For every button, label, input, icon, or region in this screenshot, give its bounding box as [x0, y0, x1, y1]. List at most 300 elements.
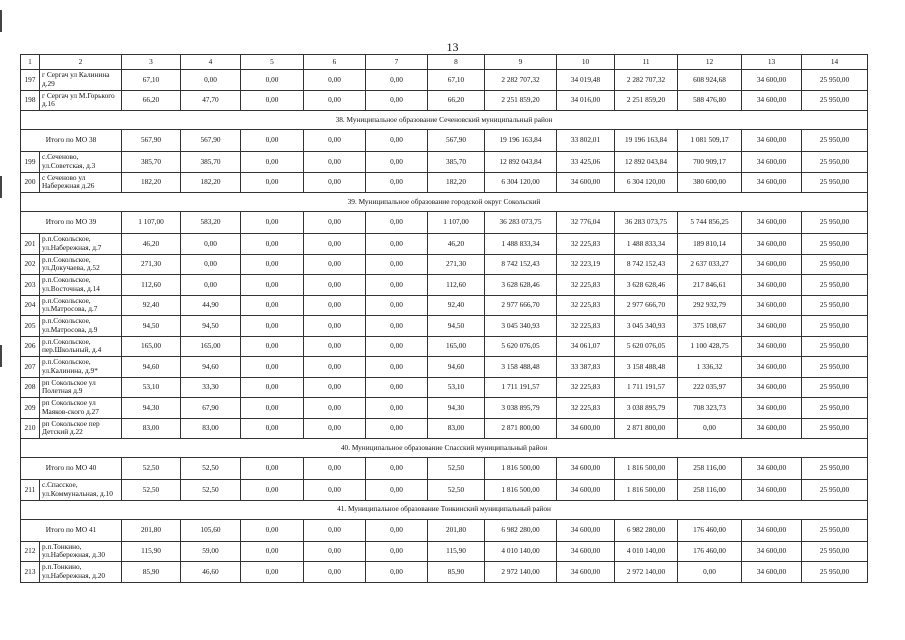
table-cell: 0,00: [366, 275, 428, 296]
table-cell: 0,00: [241, 541, 304, 562]
table-cell: 0,00: [366, 152, 428, 173]
address-cell: р.п.Сокольское, пер.Школьный, д.4: [40, 336, 122, 357]
table-cell: 83,00: [428, 418, 485, 439]
table-cell: 34 600,00: [742, 480, 802, 501]
table-cell: 32 223,19: [557, 254, 615, 275]
table-cell: 0,00: [366, 562, 428, 583]
table-cell: 25 950,00: [802, 295, 868, 316]
section-heading-row: [21, 500, 868, 519]
table-cell: 0,00: [366, 70, 428, 91]
row-number: 213: [21, 562, 40, 583]
table-cell: 292 932,79: [678, 295, 742, 316]
table-cell: 375 108,67: [678, 316, 742, 337]
table-cell: 0,00: [366, 212, 428, 234]
table-cell: 0,00: [304, 152, 366, 173]
table-cell: 567,90: [122, 130, 181, 152]
address-cell: рп Сокольское ул Маяков-ского д.27: [40, 398, 122, 419]
total-label: Итого по МО 39: [21, 212, 122, 234]
row-number: 212: [21, 541, 40, 562]
address-cell: р.п.Сокольское, ул.Докучаева, д.52: [40, 254, 122, 275]
table-cell: 36 283 073,75: [615, 212, 678, 234]
table-cell: 34 019,48: [557, 70, 615, 91]
row-number: 197: [21, 70, 40, 91]
table-cell: 0,00: [366, 357, 428, 378]
table-cell: 182,20: [181, 172, 241, 193]
row-number: 200: [21, 172, 40, 193]
table-cell: 94,30: [122, 398, 181, 419]
table-cell: 0,00: [304, 295, 366, 316]
table-cell: 46,20: [122, 234, 181, 255]
address-cell: г Сергач ул М.Горького д.16: [40, 90, 122, 111]
table-cell: 32 776,04: [557, 212, 615, 234]
table-cell: 105,60: [181, 519, 241, 541]
table-cell: 3 045 340,93: [615, 316, 678, 337]
table-cell: 700 909,17: [678, 152, 742, 173]
table-cell: 25 950,00: [802, 152, 868, 173]
table-row: [21, 357, 868, 378]
table-cell: 0,00: [241, 130, 304, 152]
table-cell: 0,00: [241, 458, 304, 480]
table-cell: 5 620 076,05: [485, 336, 557, 357]
row-number: 209: [21, 398, 40, 419]
table-cell: 2 251 859,20: [485, 90, 557, 111]
row-number: 204: [21, 295, 40, 316]
table-cell: 0,00: [241, 562, 304, 583]
table-cell: 2 637 033,27: [678, 254, 742, 275]
table-cell: 0,00: [304, 458, 366, 480]
table-cell: 1 816 500,00: [485, 480, 557, 501]
table-row: [21, 541, 868, 562]
address-cell: с.Сеченово, ул.Советская, д.3: [40, 152, 122, 173]
address-cell: р.п.Сокольское, ул.Набережная, д.7: [40, 234, 122, 255]
table-cell: 66,20: [428, 90, 485, 111]
table-cell: 8 742 152,43: [485, 254, 557, 275]
table-cell: 115,90: [122, 541, 181, 562]
table-cell: 0,00: [304, 541, 366, 562]
total-row: [21, 212, 868, 234]
table-cell: 83,00: [181, 418, 241, 439]
table-cell: 0,00: [241, 70, 304, 91]
row-number: 202: [21, 254, 40, 275]
table-cell: 3 038 895,79: [615, 398, 678, 419]
table-row: [21, 316, 868, 337]
table-cell: 33 425,06: [557, 152, 615, 173]
column-header: 2: [40, 55, 122, 70]
table-cell: 165,00: [428, 336, 485, 357]
address-cell: р.п.Тонкино, ул.Набережная, д.30: [40, 541, 122, 562]
table-cell: 0,00: [366, 172, 428, 193]
table-cell: 5 620 076,05: [615, 336, 678, 357]
table-cell: 0,00: [181, 234, 241, 255]
table-cell: 112,60: [122, 275, 181, 296]
table-cell: 34 016,00: [557, 90, 615, 111]
table-cell: 34 061,07: [557, 336, 615, 357]
table-cell: 608 924,68: [678, 70, 742, 91]
table-cell: 0,00: [304, 275, 366, 296]
table-cell: 0,00: [304, 212, 366, 234]
table-cell: 0,00: [366, 295, 428, 316]
total-label: Итого по МО 40: [21, 458, 122, 480]
address-cell: г Сергач ул Калинина д.29: [40, 70, 122, 91]
table-cell: 708 323,73: [678, 398, 742, 419]
page-number: 13: [446, 40, 459, 54]
table-cell: 34 600,00: [742, 130, 802, 152]
table-row: [21, 275, 868, 296]
column-header: 6: [304, 55, 366, 70]
table-cell: 165,00: [181, 336, 241, 357]
table-cell: 34 600,00: [742, 70, 802, 91]
table-cell: 34 600,00: [742, 377, 802, 398]
table-cell: 33,30: [181, 377, 241, 398]
table-cell: 2 871 800,00: [485, 418, 557, 439]
address-cell: р.п.Сокольское, ул.Восточная, д.14: [40, 275, 122, 296]
row-number: 205: [21, 316, 40, 337]
table-cell: 4 010 140,00: [615, 541, 678, 562]
table-cell: 36 283 073,75: [485, 212, 557, 234]
table-cell: 0,00: [366, 377, 428, 398]
table-cell: 34 600,00: [742, 254, 802, 275]
table-cell: 0,00: [678, 418, 742, 439]
table-cell: 0,00: [241, 316, 304, 337]
table-cell: 0,00: [366, 519, 428, 541]
table-cell: 67,10: [428, 70, 485, 91]
table-cell: 94,60: [428, 357, 485, 378]
column-header: 12: [678, 55, 742, 70]
table-cell: 34 600,00: [742, 172, 802, 193]
table-cell: 83,00: [122, 418, 181, 439]
row-number: 207: [21, 357, 40, 378]
table-cell: 182,20: [428, 172, 485, 193]
table-cell: 34 600,00: [742, 398, 802, 419]
table-cell: 34 600,00: [742, 295, 802, 316]
table-cell: 258 116,00: [678, 458, 742, 480]
table-cell: 1 816 500,00: [615, 458, 678, 480]
table-cell: 1 100 428,75: [678, 336, 742, 357]
table-cell: 0,00: [304, 172, 366, 193]
column-header: 11: [615, 55, 678, 70]
table-cell: 567,90: [181, 130, 241, 152]
table-cell: 94,50: [122, 316, 181, 337]
table-cell: 0,00: [241, 418, 304, 439]
table-cell: 2 251 859,20: [615, 90, 678, 111]
table-header-row: [21, 55, 868, 70]
table-cell: 1 816 500,00: [615, 480, 678, 501]
table-cell: 6 982 280,00: [485, 519, 557, 541]
table-cell: 47,70: [181, 90, 241, 111]
section-heading: 39. Муниципальное образование городской округ Сокольский: [21, 193, 868, 212]
table-row: [21, 254, 868, 275]
table-cell: 94,50: [428, 316, 485, 337]
table-cell: 3 038 895,79: [485, 398, 557, 419]
table-cell: 25 950,00: [802, 458, 868, 480]
table-row: [21, 377, 868, 398]
table-cell: 1 107,00: [122, 212, 181, 234]
table-row: [21, 234, 868, 255]
table-cell: 25 950,00: [802, 418, 868, 439]
section-heading: 41. Муниципальное образование Тонкинский муниципальный район: [21, 500, 868, 519]
table-cell: 32 225,83: [557, 377, 615, 398]
table-cell: 271,30: [122, 254, 181, 275]
address-cell: рп Сокольское пер Детский д.22: [40, 418, 122, 439]
table-cell: 94,50: [181, 316, 241, 337]
table-cell: 6 304 120,00: [615, 172, 678, 193]
table-cell: 176 460,00: [678, 541, 742, 562]
address-cell: с.Спасское, ул.Коммунальная, д.10: [40, 480, 122, 501]
table-cell: 52,50: [181, 480, 241, 501]
table-cell: 385,70: [181, 152, 241, 173]
table-cell: 25 950,00: [802, 562, 868, 583]
table-cell: 2 977 666,70: [485, 295, 557, 316]
table-cell: 380 600,00: [678, 172, 742, 193]
table-cell: 34 600,00: [742, 519, 802, 541]
table-cell: 2 972 140,00: [485, 562, 557, 583]
table-cell: 25 950,00: [802, 70, 868, 91]
table-cell: 201,80: [428, 519, 485, 541]
table-row: [21, 172, 868, 193]
table-cell: 25 950,00: [802, 316, 868, 337]
table-cell: 0,00: [304, 336, 366, 357]
table-cell: 52,50: [122, 480, 181, 501]
table-cell: 0,00: [304, 377, 366, 398]
table-cell: 3 045 340,93: [485, 316, 557, 337]
table-cell: 25 950,00: [802, 480, 868, 501]
table-cell: 271,30: [428, 254, 485, 275]
table-cell: 92,40: [428, 295, 485, 316]
table-cell: 33 802,01: [557, 130, 615, 152]
column-header: 10: [557, 55, 615, 70]
table-cell: 3 628 628,46: [615, 275, 678, 296]
table-row: [21, 152, 868, 173]
table-cell: 0,00: [241, 275, 304, 296]
table-cell: 0,00: [241, 398, 304, 419]
table-cell: 34 600,00: [557, 418, 615, 439]
table-cell: 32 225,83: [557, 316, 615, 337]
table-cell: 0,00: [304, 234, 366, 255]
column-header: 8: [428, 55, 485, 70]
table-cell: 0,00: [241, 212, 304, 234]
table-cell: 2 282 707,32: [485, 70, 557, 91]
table-cell: 52,50: [122, 458, 181, 480]
table-cell: 85,90: [122, 562, 181, 583]
table-cell: 0,00: [366, 234, 428, 255]
table-cell: 0,00: [304, 480, 366, 501]
address-cell: с Сеченово ул Набережная д.26: [40, 172, 122, 193]
table-cell: 182,20: [122, 172, 181, 193]
table-cell: 4 010 140,00: [485, 541, 557, 562]
table-cell: 2 871 800,00: [615, 418, 678, 439]
table-cell: 189 810,14: [678, 234, 742, 255]
table-cell: 94,60: [122, 357, 181, 378]
table-cell: 94,60: [181, 357, 241, 378]
table-cell: 32 225,83: [557, 295, 615, 316]
table-cell: 34 600,00: [557, 562, 615, 583]
table-cell: 25 950,00: [802, 336, 868, 357]
row-number: 201: [21, 234, 40, 255]
section-heading: 38. Муниципальное образование Сеченовский муниципальный район: [21, 111, 868, 130]
section-heading-row: [21, 439, 868, 458]
scan-edge-mark: [0, 10, 2, 32]
table-cell: 67,10: [122, 70, 181, 91]
total-label: Итого по МО 41: [21, 519, 122, 541]
table-cell: 0,00: [366, 254, 428, 275]
table-cell: 53,10: [428, 377, 485, 398]
table-cell: 217 846,61: [678, 275, 742, 296]
table-cell: 25 950,00: [802, 275, 868, 296]
table-cell: 2 282 707,32: [615, 70, 678, 91]
table-cell: 34 600,00: [557, 519, 615, 541]
column-header: 5: [241, 55, 304, 70]
table-cell: 34 600,00: [557, 480, 615, 501]
table-cell: 46,60: [181, 562, 241, 583]
table-cell: 34 600,00: [742, 316, 802, 337]
table-cell: 0,00: [304, 316, 366, 337]
table-cell: 66,20: [122, 90, 181, 111]
table-cell: 34 600,00: [742, 357, 802, 378]
table-cell: 0,00: [304, 254, 366, 275]
table-cell: 0,00: [366, 398, 428, 419]
table-row: [21, 336, 868, 357]
table-cell: 25 950,00: [802, 357, 868, 378]
table-cell: 0,00: [181, 70, 241, 91]
table-cell: 52,50: [181, 458, 241, 480]
table-cell: 0,00: [241, 234, 304, 255]
table-cell: 0,00: [241, 90, 304, 111]
table-cell: 0,00: [304, 398, 366, 419]
table-cell: 0,00: [304, 357, 366, 378]
table-cell: 0,00: [181, 275, 241, 296]
table-cell: 176 460,00: [678, 519, 742, 541]
table-cell: 25 950,00: [802, 398, 868, 419]
column-header: 1: [21, 55, 40, 70]
table-cell: 6 304 120,00: [485, 172, 557, 193]
table-cell: 112,60: [428, 275, 485, 296]
table-cell: 0,00: [304, 519, 366, 541]
table-cell: 0,00: [366, 541, 428, 562]
table-cell: 0,00: [366, 130, 428, 152]
table-cell: 258 116,00: [678, 480, 742, 501]
table-cell: 25 950,00: [802, 172, 868, 193]
section-heading: 40. Муниципальное образование Спасский муниципальный район: [21, 439, 868, 458]
table-cell: 94,30: [428, 398, 485, 419]
table-cell: 0,00: [304, 90, 366, 111]
table-cell: 588 476,80: [678, 90, 742, 111]
table-cell: 1 488 833,34: [615, 234, 678, 255]
table-cell: 92,40: [122, 295, 181, 316]
table-cell: 0,00: [241, 377, 304, 398]
table-cell: 34 600,00: [742, 275, 802, 296]
section-heading-row: [21, 111, 868, 130]
table-cell: 2 977 666,70: [615, 295, 678, 316]
table-cell: 34 600,00: [742, 458, 802, 480]
section-heading-row: [21, 193, 868, 212]
row-number: 210: [21, 418, 40, 439]
table-cell: 53,10: [122, 377, 181, 398]
table-cell: 34 600,00: [742, 212, 802, 234]
table-row: [21, 480, 868, 501]
table-cell: 115,90: [428, 541, 485, 562]
table-cell: 8 742 152,43: [615, 254, 678, 275]
column-header: 4: [181, 55, 241, 70]
column-header: 13: [742, 55, 802, 70]
table-cell: 0,00: [241, 480, 304, 501]
table-cell: 1 107,00: [428, 212, 485, 234]
table-cell: 0,00: [304, 418, 366, 439]
table-cell: 34 600,00: [742, 418, 802, 439]
table-cell: 2 972 140,00: [615, 562, 678, 583]
address-cell: р.п.Сокольское, ул.Калинина, д.9*: [40, 357, 122, 378]
table-cell: 25 950,00: [802, 541, 868, 562]
table-row: [21, 418, 868, 439]
table-cell: 34 600,00: [557, 541, 615, 562]
table-row: [21, 90, 868, 111]
table-cell: 34 600,00: [742, 562, 802, 583]
table-cell: 32 225,83: [557, 398, 615, 419]
table-cell: 0,00: [241, 519, 304, 541]
table-cell: 0,00: [181, 254, 241, 275]
table-cell: 0,00: [304, 130, 366, 152]
table-cell: 67,90: [181, 398, 241, 419]
data-table: [20, 54, 868, 583]
table-cell: 1 488 833,34: [485, 234, 557, 255]
table-cell: 0,00: [241, 295, 304, 316]
table-cell: 25 950,00: [802, 90, 868, 111]
table-cell: 46,20: [428, 234, 485, 255]
table-cell: 12 892 043,84: [485, 152, 557, 173]
table-cell: 0,00: [366, 336, 428, 357]
table-row: [21, 295, 868, 316]
table-cell: 32 225,83: [557, 234, 615, 255]
table-row: [21, 562, 868, 583]
column-header: 14: [802, 55, 868, 70]
table-cell: 1 816 500,00: [485, 458, 557, 480]
table-cell: 25 950,00: [802, 254, 868, 275]
total-label: Итого по МО 38: [21, 130, 122, 152]
table-cell: 44,90: [181, 295, 241, 316]
table-cell: 3 628 628,46: [485, 275, 557, 296]
table-cell: 385,70: [122, 152, 181, 173]
table-cell: 583,20: [181, 212, 241, 234]
table-cell: 0,00: [241, 254, 304, 275]
table-cell: 0,00: [366, 90, 428, 111]
table-cell: 34 600,00: [742, 152, 802, 173]
table-cell: 0,00: [366, 418, 428, 439]
table-cell: 52,50: [428, 458, 485, 480]
table-cell: 34 600,00: [557, 172, 615, 193]
table-cell: 0,00: [241, 357, 304, 378]
row-number: 211: [21, 480, 40, 501]
table-cell: 52,50: [428, 480, 485, 501]
table-cell: 1 081 509,17: [678, 130, 742, 152]
row-number: 203: [21, 275, 40, 296]
row-number: 208: [21, 377, 40, 398]
table-cell: 222 035,97: [678, 377, 742, 398]
column-header: 3: [122, 55, 181, 70]
table-cell: 0,00: [241, 172, 304, 193]
column-header: 7: [366, 55, 428, 70]
table-cell: 0,00: [241, 152, 304, 173]
total-row: [21, 519, 868, 541]
table-cell: 25 950,00: [802, 234, 868, 255]
table-cell: 25 950,00: [802, 130, 868, 152]
table-cell: 567,90: [428, 130, 485, 152]
table-cell: 0,00: [678, 562, 742, 583]
table-cell: 0,00: [366, 316, 428, 337]
row-number: 198: [21, 90, 40, 111]
table-cell: 0,00: [366, 480, 428, 501]
address-cell: рп Сокольское ул Полетная д.9: [40, 377, 122, 398]
table-cell: 59,00: [181, 541, 241, 562]
column-header: 9: [485, 55, 557, 70]
